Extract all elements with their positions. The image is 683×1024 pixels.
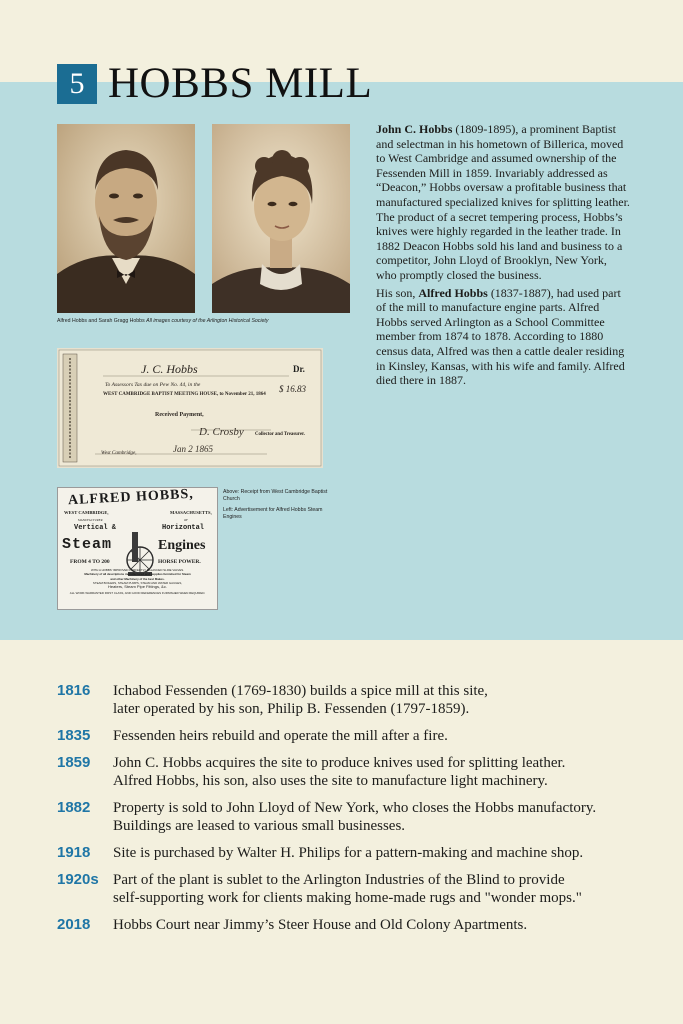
timeline-event: Fessenden heirs rebuild and operate the mill after a fire. (113, 728, 448, 744)
timeline-row (57, 799, 657, 835)
receipt-role: Collector and Treasurer. (255, 432, 305, 437)
bio-text-alfred: (1837-1887), had used part of the mill to manufacture engine parts. Alfred Hobbs served Arlington as a School Committee member from 1874 to 1878. According to 1880 census data, Alfred was then a cattle dealer residing in Kinsley, Kansas, with his wife and family. Alfred died there in 1887. (376, 285, 625, 388)
steam-engines-advertisement-image (57, 487, 218, 610)
receipt-amount: $ 16.83 (279, 384, 306, 394)
bio-pre-alfred: His son, (376, 285, 419, 300)
timeline-event: Ichabod Fessenden (1769-1830) builds a spice mill at this site, later operated by his son, Philip B. Fessenden (1797-1859). (113, 683, 488, 717)
page-title: HOBBS MILL (108, 60, 373, 107)
timeline-event: Property is sold to John Lloyd of New York, who closes the Hobbs manufactory. Buildings are leased to various small businesses. (113, 800, 597, 834)
images-caption-block (223, 489, 333, 525)
advert-fine-6: ALL WORK WARRANTED FIRST CLASS, AND GOOD REFERENCES FURNISHED WHEN REQUIRED. (69, 591, 206, 596)
timeline-event: Part of the plant is sublet to the Arlington Industries of the Blind to provide self-supporting work for clients making home-made rugs and "wonder mops." (113, 872, 582, 906)
section-number-badge: 5 (57, 64, 97, 104)
receipt-signature: D. Crosby (199, 426, 244, 438)
caption-above-receipt: Above: Receipt from West Cambridge Baptist Church (223, 489, 328, 502)
advert-steam: Steam (62, 536, 113, 553)
advert-of: OF (184, 518, 188, 522)
advert-horizontal: Horizontal (162, 524, 205, 532)
advert-fine-2: Machinery of all descriptions manufactured and supplies furnished for Steam (84, 572, 191, 577)
timeline-event: John C. Hobbs acquires the site to produce knives used for splitting leather. Alfred Hobbs, his son, also uses the site to manufacture light machinery. (113, 755, 566, 789)
receipt-place: West Cambridge, (101, 450, 137, 456)
timeline-year: 1918 (57, 844, 91, 861)
timeline-year: 1920s (57, 871, 99, 888)
biography-text (376, 122, 630, 391)
advert-fine-print (62, 568, 213, 596)
timeline-row (57, 916, 657, 934)
receipt-line2: WEST CAMBRIDGE BAPTIST MEETING HOUSE, to November 21, 1864 (103, 392, 266, 397)
timeline-row (57, 682, 657, 718)
church-receipt-image (57, 348, 323, 468)
timeline-year: 1835 (57, 727, 91, 744)
receipt-payer: J. C. Hobbs (141, 362, 198, 376)
portraits-caption (57, 318, 357, 324)
advert-vertical: Vertical & (74, 524, 117, 532)
receipt-line1: To Assessors Tax due on Pew No. 44, in the (105, 382, 201, 388)
portrait-alfred-hobbs (57, 124, 195, 313)
advert-fine-5: Heaters, Steam Pipe Fittings, &c. (108, 584, 167, 590)
advert-engines: Engines (158, 538, 206, 553)
advert-fine-3: and other Machinery of the best Makes. (110, 576, 165, 581)
portraits-caption-credit: All images courtesy of the Arlington Historical Society (146, 318, 269, 324)
timeline (57, 682, 657, 943)
bio-name-john: John C. Hobbs (376, 122, 453, 136)
timeline-event: Site is purchased by Walter H. Philips for a pattern-making and machine shop. (113, 845, 584, 861)
timeline-row (57, 727, 657, 745)
bio-name-alfred: Alfred Hobbs (418, 285, 488, 300)
advert-fine-4: STEAM BOILERS, STEAM PUMPS, STEAM AND WATER GAUGES, (92, 580, 183, 585)
timeline-year: 1882 (57, 799, 91, 816)
receipt-received: Received Payment, (155, 412, 204, 418)
receipt-dr: Dr. (293, 364, 305, 374)
bio-paragraph-alfred (376, 286, 630, 388)
receipt-date: Jan 2 1865 (173, 444, 213, 454)
timeline-year: 2018 (57, 916, 91, 933)
advert-city: WEST CAMBRIDGE, (64, 510, 109, 515)
timeline-year: 1816 (57, 682, 91, 699)
timeline-row (57, 871, 657, 907)
advert-hp-label: HORSE POWER. (158, 559, 201, 565)
portraits-caption-names: Alfred Hobbs and Sarah Gragg Hobbs (57, 318, 145, 324)
timeline-event: Hobbs Court near Jimmy’s Steer House and Old Colony Apartments. (113, 917, 528, 933)
timeline-row (57, 754, 657, 790)
bio-paragraph-john (376, 122, 630, 283)
advert-manufacturer: MANUFACTURER (78, 518, 103, 522)
bio-text-john: (1809-1895), a prominent Baptist and selectman in his hometown of Billerica, moved to West Cambridge and assumed ownership of the Fessenden Mill in 1859. Invariably addressed as “Deacon,” Hobbs oversaw a profitable business that manufactured specialized knives for splitting leather. The product of a secret tempering process, Hobbs’s knives were highly regarded in the leather trade. In 1882 Deacon Hobbs sold his land and business to a competitor, John Lloyd of Brooklyn, New York, who promptly closed the business. (376, 122, 630, 282)
advert-hp-from: FROM 4 TO 200 (70, 559, 110, 565)
timeline-year: 1859 (57, 754, 91, 771)
advert-name: ALFRED HOBBS, (67, 486, 195, 509)
advert-state: MASSACHUSETTS, (170, 510, 212, 515)
portrait-sarah-gragg-hobbs (212, 124, 350, 313)
advert-fine-1: WITH A HOBBS' IMPROVED PERFECTLY BALANCED SLIDE VALVES. (90, 568, 185, 572)
timeline-row (57, 844, 657, 862)
caption-left-advert: Left: Advertisement for Alfred Hobbs Steam Engines (223, 507, 323, 520)
